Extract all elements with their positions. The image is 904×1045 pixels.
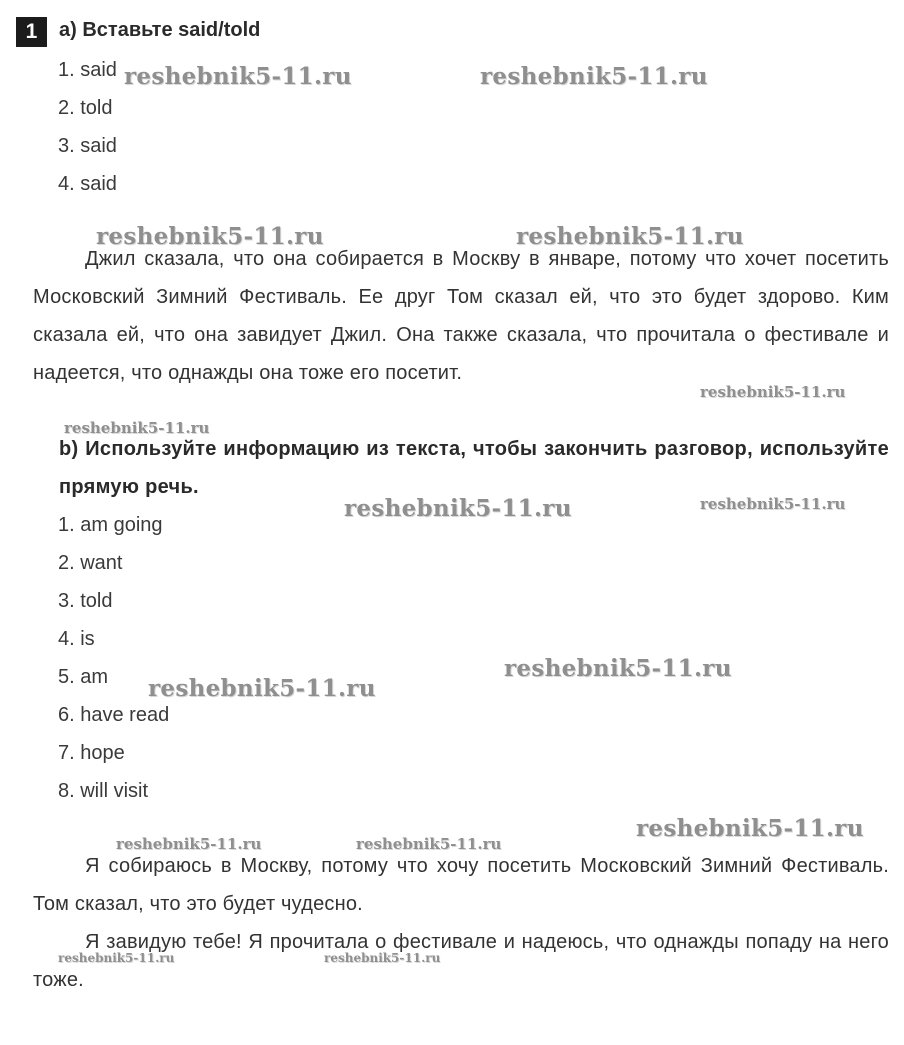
part-b-paragraph-1-text: Я собираюсь в Москву, потому что хочу посетить Московский Зимний Фестиваль. Том сказал, что это будет чудесно.: [33, 855, 889, 915]
part-a-paragraph: [33, 240, 889, 392]
watermark: reshebnik5-11.ru: [344, 495, 572, 522]
part-a-heading: a) Вставьте said/told: [59, 19, 261, 41]
watermark: reshebnik5-11.ru: [504, 655, 732, 682]
watermark: reshebnik5-11.ru: [636, 815, 864, 842]
answer-b-1: 1. am going: [58, 514, 163, 536]
answer-b-4: 4. is: [58, 628, 95, 650]
answer-a-3: 3. said: [58, 135, 117, 157]
answer-b-7: 7. hope: [58, 742, 125, 764]
watermark: reshebnik5-11.ru: [116, 835, 262, 853]
part-a-paragraph-text: Джил сказала, что она собирается в Москву в январе, потому что хочет посетить Московский Зимний Фестиваль. Ее друг Том сказал ей, что это будет здорово. Ким сказала ей, что она завидует Джил. Она также сказала, что прочитала о фестивале и надеется, что однажды она тоже его посетит.: [33, 248, 889, 384]
task-number-badge: 1: [16, 17, 47, 47]
watermark: reshebnik5-11.ru: [356, 835, 502, 853]
answer-a-4: 4. said: [58, 173, 117, 195]
answer-b-8: 8. will visit: [58, 780, 149, 802]
part-b-paragraph-2-text: Я завидую тебе! Я прочитала о фестивале и надеюсь, что однажды попаду на него тоже.: [33, 931, 889, 991]
watermark: reshebnik5-11.ru: [480, 63, 708, 90]
watermark: reshebnik5-11.ru: [324, 951, 441, 965]
answer-b-6: 6. have read: [58, 704, 170, 726]
answer-a-2: 2. told: [58, 97, 113, 119]
watermark: reshebnik5-11.ru: [124, 63, 352, 90]
watermark: reshebnik5-11.ru: [64, 419, 210, 437]
part-b-heading: b) Используйте информацию из текста, чтобы закончить разговор, используйте прямую речь.: [59, 438, 889, 498]
watermark: reshebnik5-11.ru: [516, 223, 744, 250]
part-b-paragraph-1: [33, 847, 889, 923]
watermark: reshebnik5-11.ru: [700, 383, 846, 401]
watermark: reshebnik5-11.ru: [148, 675, 376, 702]
watermark: reshebnik5-11.ru: [96, 223, 324, 250]
answer-b-3: 3. told: [58, 590, 113, 612]
watermark: reshebnik5-11.ru: [58, 951, 175, 965]
answer-b-5: 5. am: [58, 666, 109, 688]
answer-b-2: 2. want: [58, 552, 123, 574]
answer-a-1: 1. said: [58, 59, 117, 81]
watermark: reshebnik5-11.ru: [700, 495, 846, 513]
